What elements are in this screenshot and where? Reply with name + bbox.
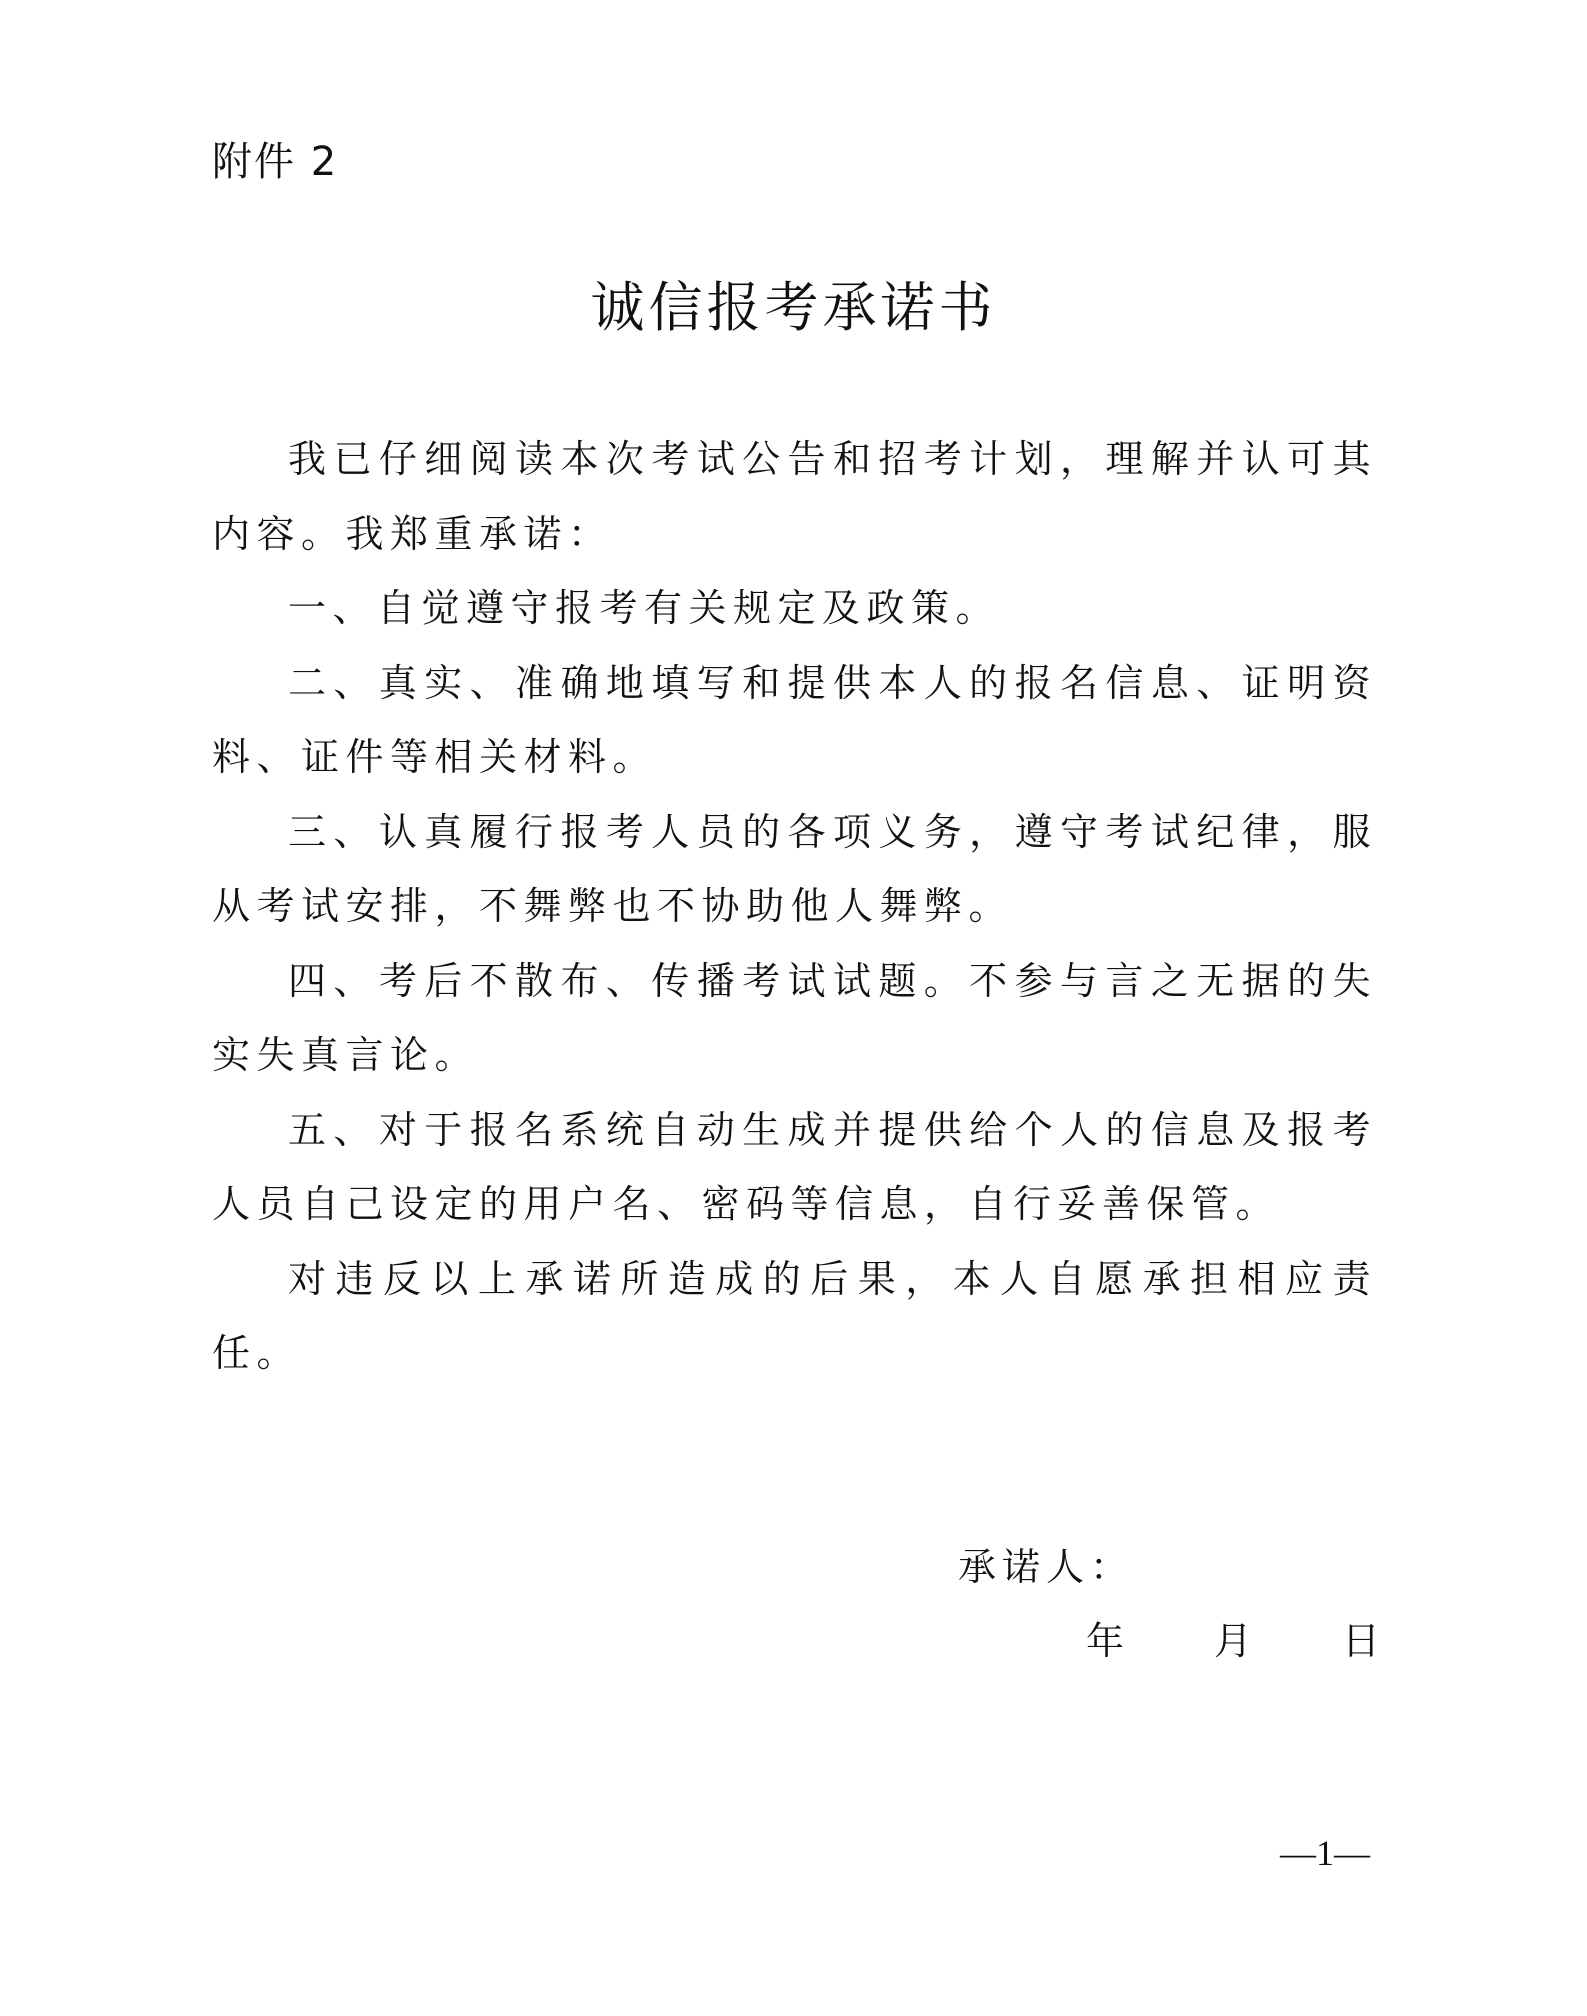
signature-date	[1086, 1604, 1386, 1678]
signer-label: 承诺人：	[958, 1545, 1135, 1589]
paragraph-item-5: 五、对于报名系统自动生成并提供给个人的信息及报考人员自己设定的用户名、密码等信息，自行妥善保管。	[212, 1107, 1377, 1226]
attachment-label: 附件 2	[212, 139, 339, 185]
paragraph-intro: 我已仔细阅读本次考试公告和招考计划，理解并认可其内容。我郑重承诺：	[212, 437, 1377, 556]
paragraph-item-1: 一、自觉遵守报考有关规定及政策。	[288, 586, 1001, 630]
date-year-label: 年	[1086, 1619, 1125, 1663]
paragraph-item-4: 四、考后不散布、传播考试试题。不参与言之无据的失实失真言论。	[212, 958, 1377, 1077]
date-day-label: 日	[1342, 1619, 1381, 1663]
document-body	[212, 422, 1377, 1391]
paragraph-item-2: 二、真实、准确地填写和提供本人的报名信息、证明资料、证件等相关材料。	[212, 660, 1377, 779]
page-number: —1—	[1280, 1833, 1370, 1873]
paragraph-item-3: 三、认真履行报考人员的各项义务，遵守考试纪律，服从考试安排，不舞弊也不协助他人舞弊。	[212, 809, 1377, 928]
paragraph-closing: 对违反以上承诺所造成的后果，本人自愿承担相应责任。	[212, 1256, 1377, 1375]
document-title: 诚信报考承诺书	[590, 276, 997, 339]
date-month-label: 月	[1214, 1619, 1253, 1663]
